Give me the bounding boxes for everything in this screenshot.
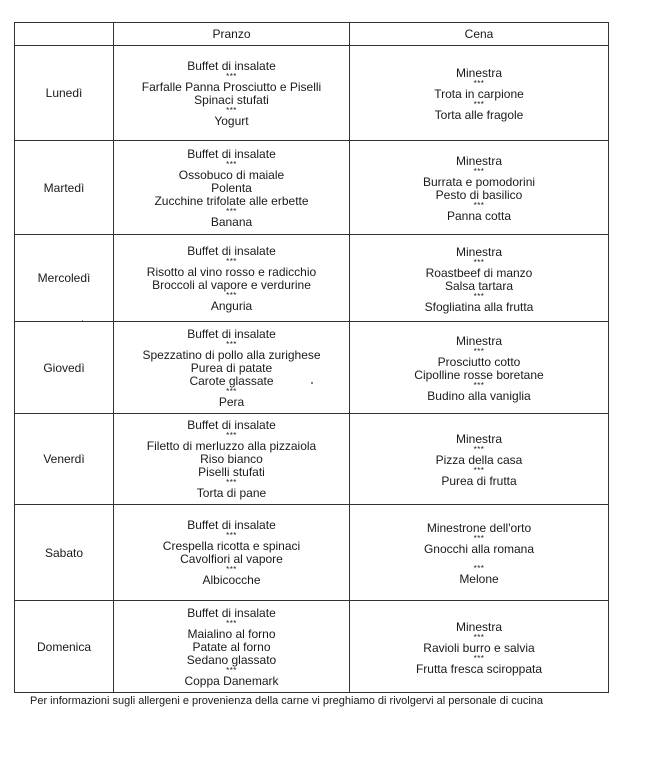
dish-item: Cavolfiori al vapore [180,552,283,566]
dinner-cell [350,505,609,601]
dish-item: Farfalle Panna Prosciutto e Piselli [141,79,322,94]
dish-item: Albicocche [202,573,261,587]
day-row [15,46,609,141]
course-separator: *** [473,564,485,573]
dish-item: Riso bianco [200,452,263,466]
lunch-cell [114,46,350,141]
dish-item: Banana [210,214,253,229]
dinner-cell [350,46,609,141]
dish-item: Gnocchi alla romana [423,542,535,556]
course-separator: *** [473,79,485,88]
lunch-cell [114,322,350,414]
dish-item: Purea di patate [190,360,273,375]
day-name: Mercoledì [15,235,114,322]
dinner-column-header: Cena [350,23,609,46]
dish-item: Purea di frutta [441,474,517,488]
course-separator: *** [473,381,485,390]
lunch-dish-list [114,517,349,588]
dish-item: Buffet di insalate [187,58,276,73]
dinner-cell [350,601,609,693]
dish-item: Risotto al vino rosso e radicchio [146,264,317,279]
lunch-cell [114,141,350,235]
menu-table-header [15,23,609,46]
dish-item: Minestra [455,154,502,168]
allergen-info-note: Per informazioni sugli allergeni e provenienza della carne vi preghiamo di rivolgervi al personale di cucina [30,695,543,707]
dish-item: Carote glassate [189,373,274,388]
stray-mark [82,320,83,321]
day-row [15,322,609,414]
header-row [15,23,609,46]
day-row [15,141,609,235]
dish-item: Ossobuco di maiale [178,167,285,182]
dish-item: Pesto di basilico [435,188,523,202]
dish-item: Spinaci stufati [194,92,269,107]
day-name: Venerdì [15,414,114,505]
lunch-cell [114,414,350,505]
day-name: Lunedì [15,46,114,141]
stray-mark [311,382,313,384]
dish-item: Sfogliatina alla frutta [424,299,534,314]
dish-item: Ravioli burro e salvia [423,640,535,655]
lunch-dish-list [114,605,349,689]
dinner-dish-list [350,518,608,587]
day-row [15,601,609,693]
day-column-header [15,23,114,46]
course-separator: *** [226,431,237,440]
dish-item: Melone [459,572,499,586]
dish-item: Roastbeef di manzo [425,265,533,280]
dish-item: Cipolline rosse boretane [414,368,544,382]
day-row [15,505,609,601]
course-separator: *** [226,159,237,169]
course-separator: *** [473,100,485,109]
lunch-dish-list [114,243,349,314]
course-separator: *** [226,665,237,675]
dish-item: Minestra [455,619,502,634]
dish-item: Polenta [211,180,252,195]
course-separator: *** [226,618,237,628]
lunch-dish-list [114,58,349,129]
dish-item: Piselli stufati [198,465,265,479]
dish-item: Maialino al forno [187,626,276,641]
dish-item: Torta di pane [196,486,267,500]
dish-item: Buffet di insalate [187,418,276,432]
dish-item: Minestrone dell'orto [426,521,532,535]
day-name: Martedì [15,141,114,235]
dish-item: Minestra [455,432,502,446]
dish-item: Pizza della casa [435,453,523,467]
day-name: Giovedì [15,322,114,414]
lunch-dish-list [114,146,349,230]
course-separator: *** [473,291,485,301]
lunch-cell [114,235,350,322]
dinner-dish-list [350,151,608,224]
weekly-menu-table [14,22,609,693]
dish-item: Buffet di insalate [187,605,276,620]
course-separator: *** [226,565,237,574]
dish-item: Coppa Danemark [184,673,279,688]
course-separator: *** [226,256,237,266]
dish-item: Budino alla vaniglia [427,389,531,403]
dinner-dish-list [350,617,608,677]
dish-item: Broccoli al vapore e verdurine [152,277,311,292]
dish-item: Patate al forno [192,639,271,654]
dish-item: Spezzatino di pollo alla zurighese [142,347,321,362]
dish-item: Minestra [455,244,502,259]
dish-item: Panna cotta [446,209,512,223]
course-separator: *** [473,201,485,210]
day-row [15,414,609,505]
course-separator: *** [473,167,485,176]
dish-item: Prosciutto cotto [437,355,521,369]
dish-item: Buffet di insalate [187,518,276,532]
lunch-dish-list [114,417,349,501]
dish-item: Filetto di merluzzo alla pizzaiola [146,439,317,453]
dinner-cell [350,141,609,235]
dish-item: Zucchine trifolate alle erbette [154,193,309,208]
dinner-cell [350,414,609,505]
dinner-dish-list [350,63,608,123]
dish-item: Crespella ricotta e spinaci [162,539,301,553]
lunch-cell [114,601,350,693]
course-separator: *** [473,466,485,475]
day-name: Domenica [15,601,114,693]
course-separator: *** [473,534,485,543]
course-separator: *** [226,478,237,487]
course-separator: *** [473,445,485,454]
dish-item: Yogurt [214,113,249,128]
course-separator: *** [226,386,237,396]
dish-item: Minestra [455,334,502,348]
menu-table-body [15,46,609,693]
course-separator: *** [226,206,237,216]
dish-item: Burrata e pomodorini [422,175,536,189]
dinner-dish-list [350,242,608,315]
dish-item: Anguria [210,298,253,313]
dish-item: Minestra [455,66,502,80]
dish-item: Trota in carpione [434,87,524,101]
course-separator: *** [473,257,485,267]
course-separator: *** [226,71,237,81]
lunch-column-header: Pranzo [114,23,350,46]
day-row [15,235,609,322]
dish-item: Salsa tartara [444,278,514,293]
dish-item: Pera [218,394,245,409]
course-separator: *** [473,632,485,642]
dish-item: Buffet di insalate [187,326,276,341]
day-name: Sabato [15,505,114,601]
course-separator: *** [473,653,485,663]
dinner-dish-list [350,429,608,489]
dinner-dish-list [350,331,608,404]
dinner-cell [350,322,609,414]
dinner-cell [350,235,609,322]
lunch-dish-list [114,326,349,410]
dish-item: Buffet di insalate [187,243,276,258]
dish-item: Torta alle fragole [434,108,524,122]
course-separator: *** [473,347,485,356]
course-separator: *** [226,531,237,540]
dish-item: Buffet di insalate [187,146,276,161]
course-separator: *** [226,290,237,300]
course-separator: *** [226,105,237,115]
course-separator: *** [226,339,237,349]
dish-item: Frutta fresca sciroppata [415,661,543,676]
dish-item: Sedano glassato [186,652,277,667]
lunch-cell [114,505,350,601]
